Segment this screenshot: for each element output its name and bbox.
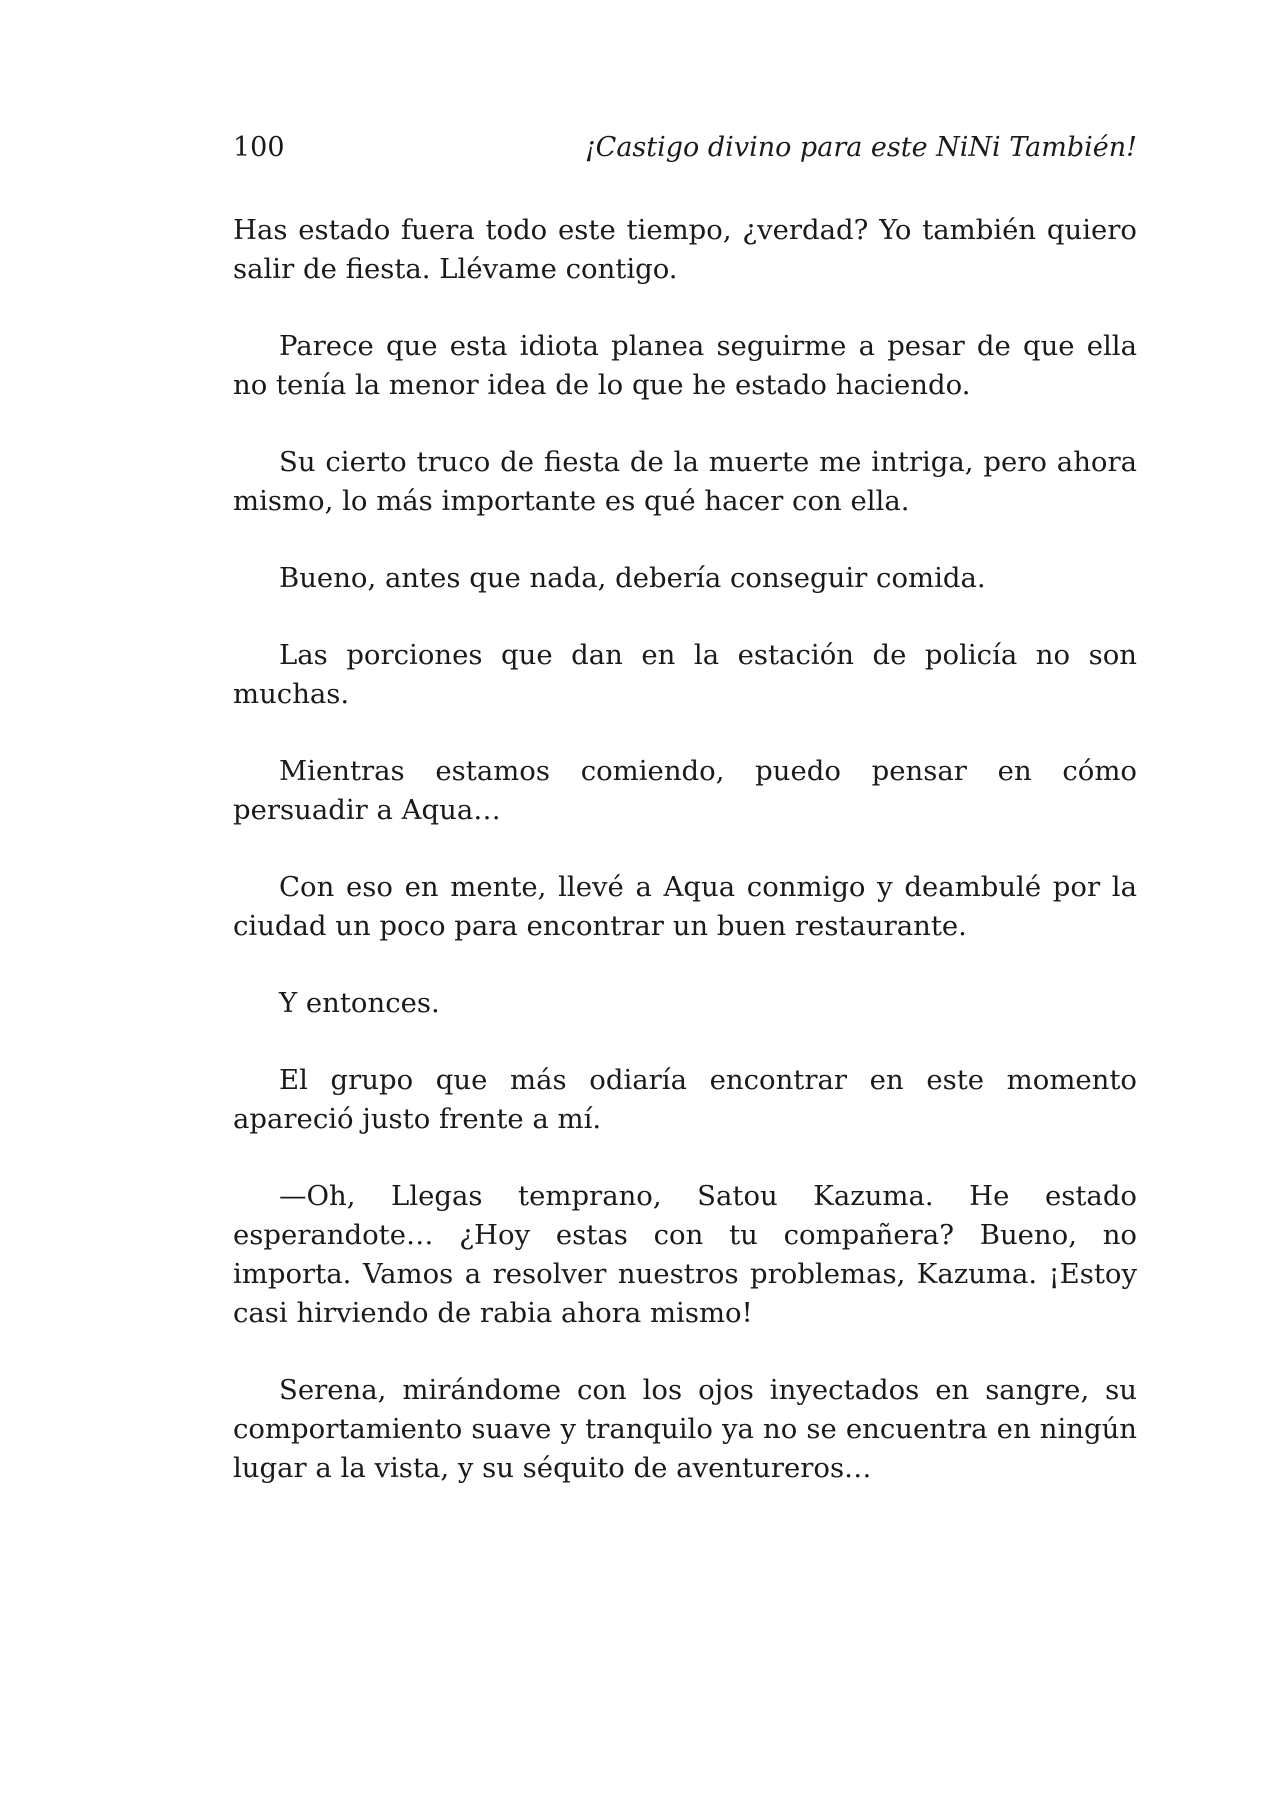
paragraph: —Oh, Llegas temprano, Satou Kazuma. He estado esperandote… ¿Hoy estas con tu compañera? Bueno, no importa. Vamos a resolver nuestros problemas, Kazuma. ¡Estoy casi hirviendo de rabia ahora mismo! [233, 1180, 1137, 1329]
book-title: ¡Castigo divino para este NiNi También! [584, 132, 1137, 163]
book-page [233, 128, 1137, 1728]
running-head [233, 128, 1137, 168]
paragraph: Bueno, antes que nada, debería conseguir comida. [279, 562, 986, 594]
paragraph: Parece que esta idiota planea seguirme a pesar de que ella no tenía la menor idea de lo que he estado haciendo. [233, 330, 1137, 401]
paragraph: Y entonces. [279, 987, 440, 1019]
paragraph: Con eso en mente, llevé a Aqua conmigo y deambulé por la ciudad un poco para encontrar un buen restaurante. [233, 871, 1137, 942]
paragraph: Mientras estamos comiendo, puedo pensar en cómo persuadir a Aqua… [233, 755, 1137, 826]
paragraph: El grupo que más odiaría encontrar en este momento apareció justo frente a mí. [233, 1064, 1137, 1135]
paragraph: Serena, mirándome con los ojos inyectados en sangre, su comportamiento suave y tranquilo ya no se encuentra en ningún lugar a la vista, y su séquito de aventureros… [233, 1374, 1137, 1484]
paragraph: Las porciones que dan en la estación de policía no son muchas. [233, 639, 1137, 710]
body-text [233, 211, 1137, 1488]
paragraph: Su cierto truco de fiesta de la muerte me intriga, pero ahora mismo, lo más importante es qué hacer con ella. [233, 446, 1137, 517]
page-number: 100 [233, 132, 285, 163]
paragraph: Has estado fuera todo este tiempo, ¿verdad? Yo también quiero salir de fiesta. Llévame contigo. [233, 214, 1137, 285]
